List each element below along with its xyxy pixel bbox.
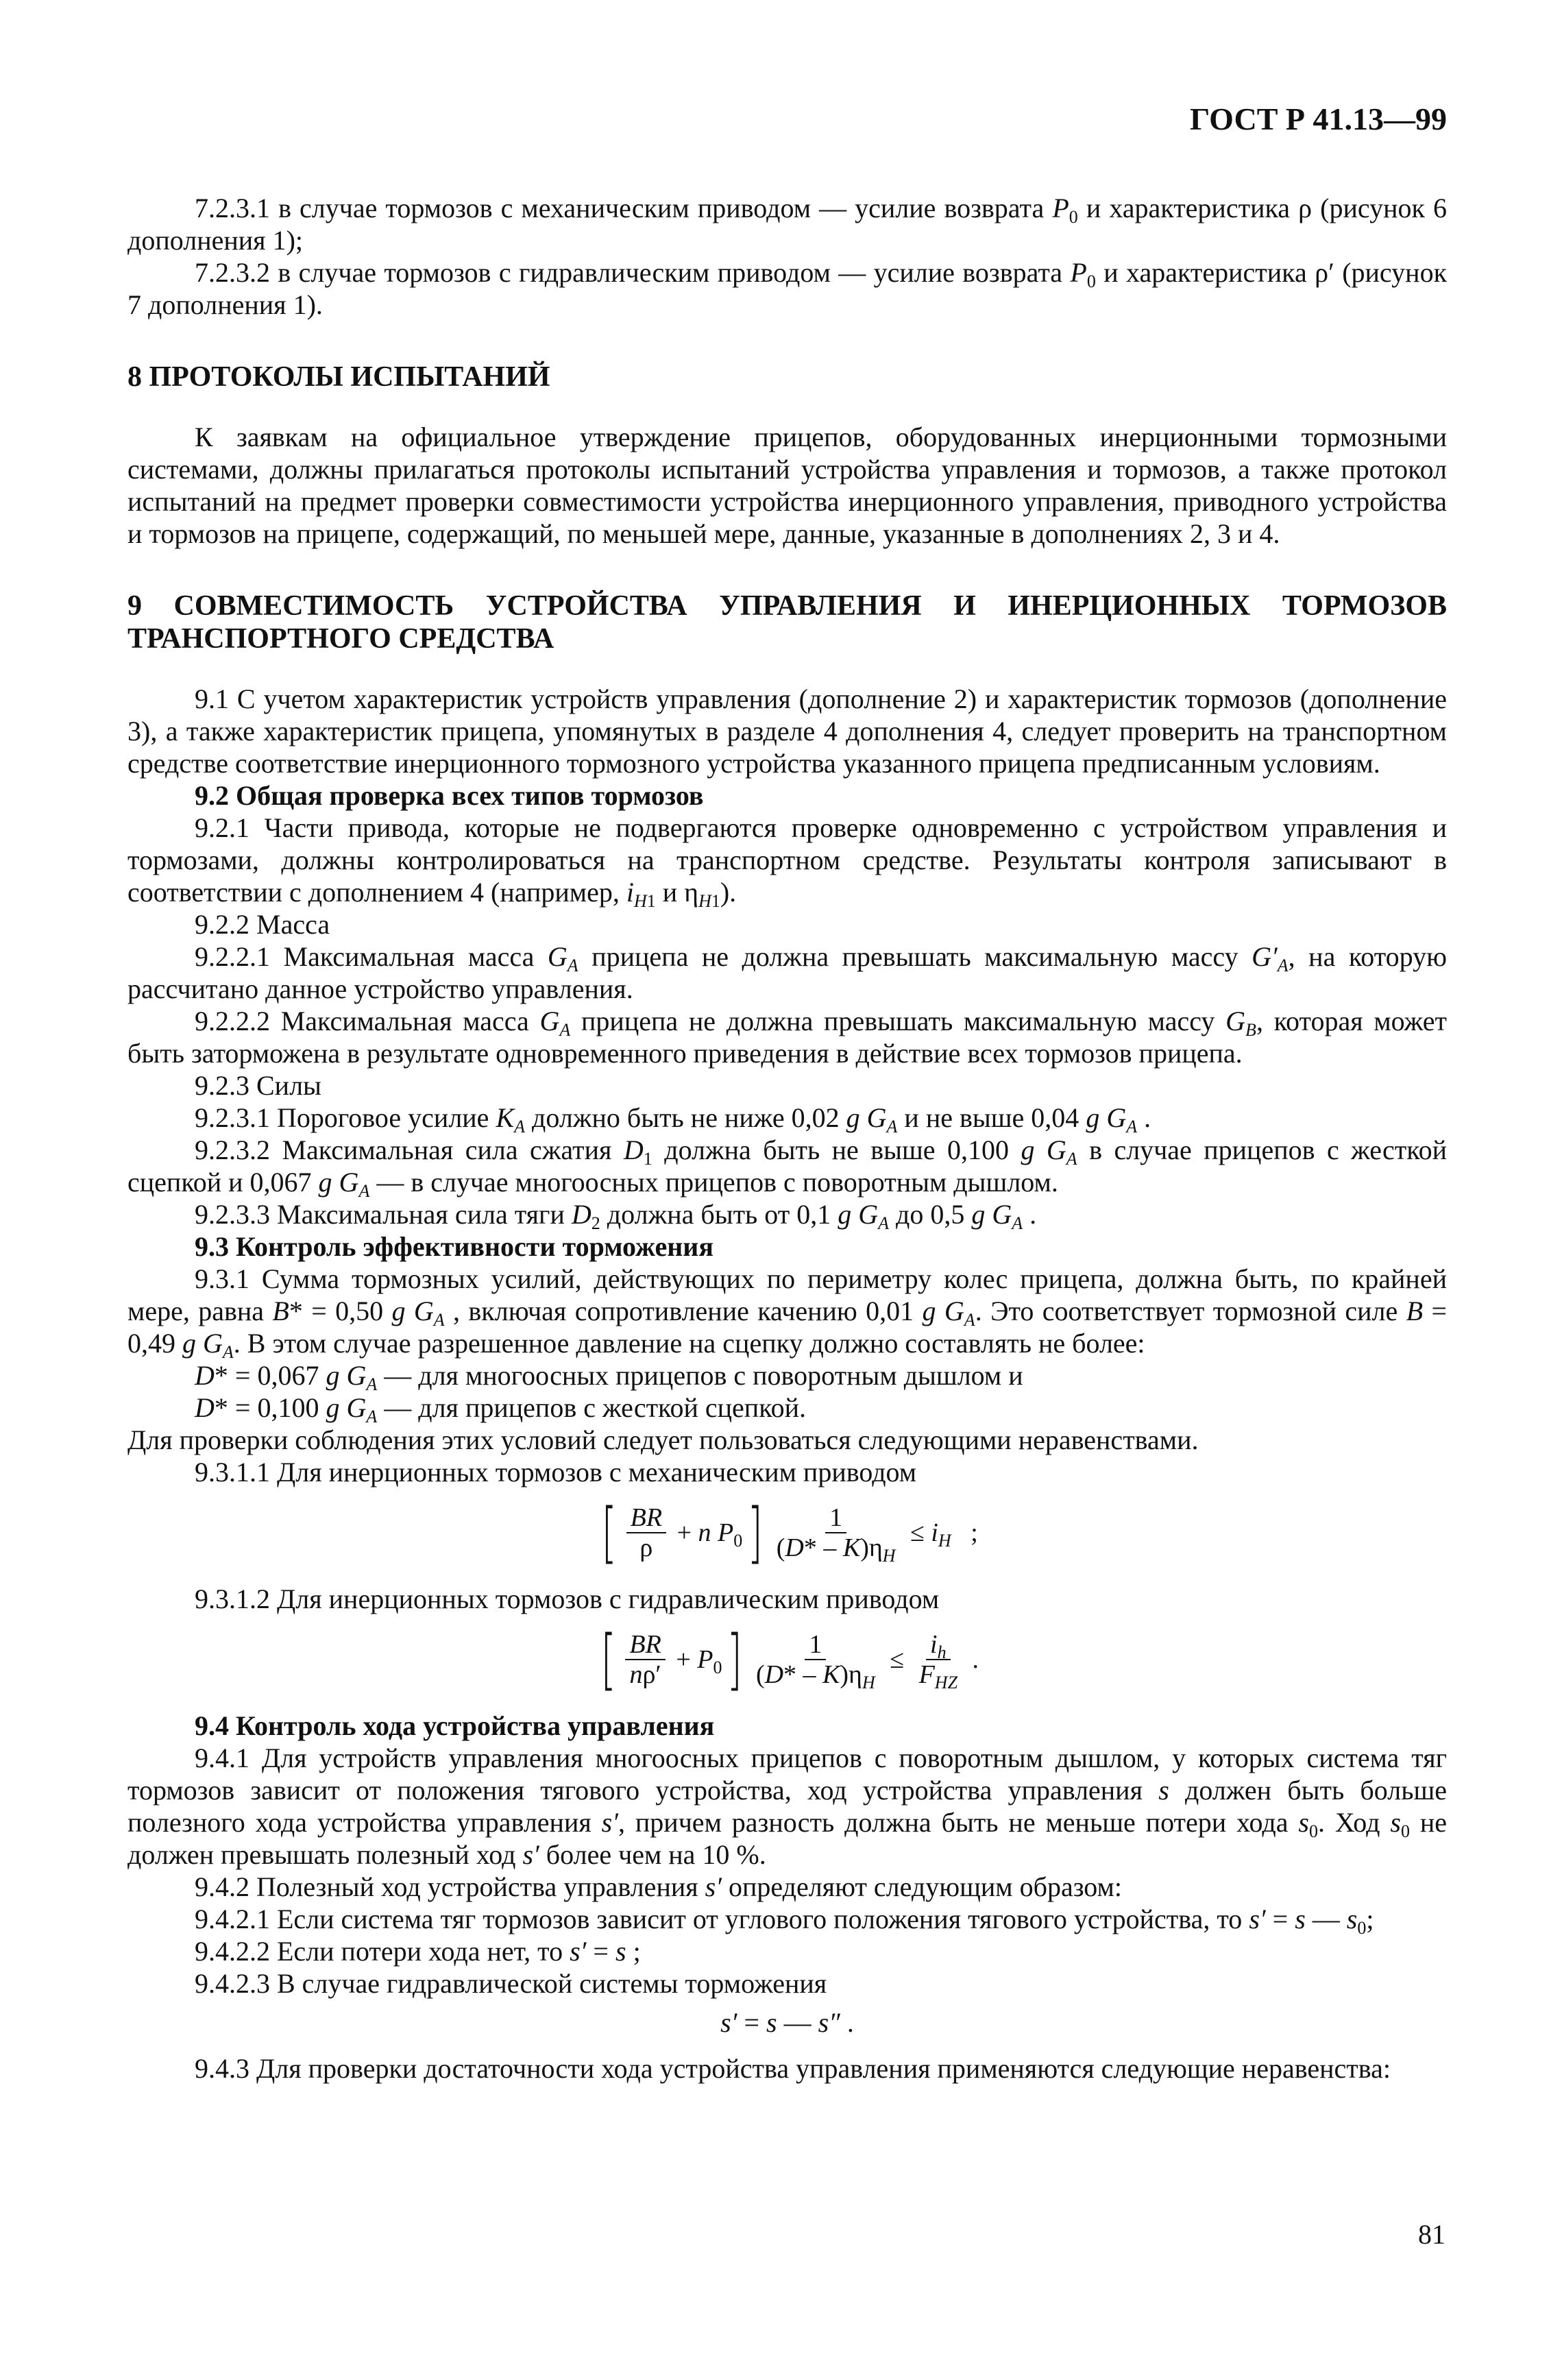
para-9-2-2-2: 9.2.2.2 Максимальная масса $G_A$ прицепа не должна превышать максимальную массу $G_B$, которая может быть заторможена в результате одновременного приведения в действие всех тормозов прицепа. bbox=[127, 1006, 1448, 1069]
para-7-2-3-1: 7.2.3.1 в случае тормозов с механическим приводом — усилие возврата $P_0$ и характеристика ρ (рисунок 6 дополнения 1); bbox=[127, 193, 1448, 256]
para-9-2-1: 9.2.1 Части привода, которые не подвергаются проверке одновременно с устройством управления и тормозами, должны контролироваться на транспортном средстве. Результаты контроля записывают в соответствии с дополнением 4 (например, $i_{H1}$ и $\eta_{H1}$). bbox=[127, 812, 1447, 911]
para-9-4-2-2: 9.4.2.2 Если потери хода нет, то s′ = s ; bbox=[195, 1936, 641, 1967]
subsection-9-4-heading: 9.4 Контроль хода устройства управления bbox=[195, 1710, 715, 1741]
standard-id: ГОСТ Р 41.13—99 bbox=[1190, 101, 1447, 136]
section-8-heading: 8 ПРОТОКОЛЫ ИСПЫТАНИЙ bbox=[127, 361, 550, 393]
para-9-1: 9.1 С учетом характеристик устройств управления (дополнение 2) и характеристик тормозов (дополнение 3), а также характеристик прицепа, упомянутых в разделе 4 дополнения 4, следует проверить на транспортном средстве соответствие инерционного тормозного устройства указанного прицепа предписанным условиям. bbox=[127, 683, 1447, 779]
section-9-heading: 9 СОВМЕСТИМОСТЬ УСТРОЙСТВА УПРАВЛЕНИЯ И ИНЕРЦИОННЫХ ТОРМОЗОВ ТРАНСПОРТНОГО СРЕДСТВА bbox=[127, 590, 1447, 655]
para-9-2-3-2: 9.2.3.2 Максимальная сила сжатия $D_1$ должна быть не выше 0,100 g $G_A$ в случае прицепов с жесткой сцепкой и 0,067 g $G_A$ — в случае многоосных прицепов с поворотным дышлом. bbox=[127, 1134, 1448, 1201]
formula-dstar-2: D* = 0,100 g $G_A$ — для прицепов с жесткой сцепкой. bbox=[195, 1392, 806, 1426]
inequality-mechanical: [ $\frac{BR}{\rho}$ + n $P_0$ ] $\frac{1}{(D* - K)\eta_H}$ ≤ $i_H$ ; bbox=[601, 1494, 978, 1571]
para-9-4-2: 9.4.2 Полезный ход устройства управления s′ определяют следующим образом: bbox=[195, 1871, 1122, 1902]
formula-s-prime: s′ = s — s″ . bbox=[720, 2007, 854, 2038]
para-9-2-3-3: 9.2.3.3 Максимальная сила тяги $D_2$ должна быть от 0,1 g $G_A$ до 0,5 g $G_A$ . bbox=[195, 1199, 1037, 1233]
page-number: 81 bbox=[1418, 2219, 1445, 2250]
para-9-3-1-1: 9.3.1.1 Для инерционных тормозов с механическим приводом bbox=[195, 1457, 917, 1487]
page-body bbox=[127, 192, 1447, 2085]
subsection-9-3-heading: 9.3 Контроль эффективности торможения bbox=[195, 1231, 713, 1262]
para-9-4-2-1: 9.4.2.1 Если система тяг тормозов зависит от углового положения тягового устройства, то s′ = s — $s_0$; bbox=[195, 1904, 1374, 1938]
para-9-2-2: 9.2.2 Масса bbox=[195, 909, 330, 940]
para-9-2-2-1: 9.2.2.1 Максимальная масса $G_A$ прицепа не должна превышать максимальную массу $G'_A$, на которую рассчитано данное устройство управления. bbox=[127, 941, 1448, 1004]
para-9-4-3: 9.4.3 Для проверки достаточности хода устройства управления применяются следующие неравенства: bbox=[195, 2053, 1391, 2084]
para-9-3-1: 9.3.1 Сумма тормозных усилий, действующих по периметру колес прицепа, должна быть, по крайней мере, равна B* = 0,50 g $G_A$ , включая сопротивление качению 0,01 g $G_A$. Это соответствует тормозной силе B = 0,49 g $G_A$. В этом случае разрешенное давление на сцепку должно составлять не более: bbox=[127, 1263, 1447, 1362]
para-9-2-3-1: 9.2.3.1 Пороговое усилие $K_A$ должно быть не ниже 0,02 g $G_A$ и не выше 0,04 g $G_A$ . bbox=[195, 1102, 1151, 1137]
para-9-2-3: 9.2.3 Силы bbox=[195, 1070, 321, 1101]
para-9-4-2-3: 9.4.2.3 В случае гидравлической системы торможения bbox=[195, 1968, 827, 1999]
subsection-9-2-heading: 9.2 Общая проверка всех типов тормозов bbox=[195, 780, 704, 811]
para-9-3-1-2: 9.3.1.2 Для инерционных тормозов с гидравлическим приводом bbox=[195, 1583, 940, 1614]
para-9-3-1-note: Для проверки соблюдения этих условий следует пользоваться следующими неравенствами. bbox=[127, 1424, 1199, 1455]
inequality-hydraulic: [ $\frac{BR}{n\rho'}$ + $P_0$ ] $\frac{1}{(D* - K)\eta_H}$ ≤ $\frac{i_h}{F_{HZ}}$ . bbox=[600, 1621, 979, 1698]
formula-dstar-1: D* = 0,067 g $G_A$ — для многоосных прицепов с поворотным дышлом и bbox=[195, 1360, 1023, 1394]
para-9-4-1: 9.4.1 Для устройств управления многоосных прицепов с поворотным дышлом, у которых система тяг тормозов зависит от положения тягового устройства, ход устройства управления s должен быть больше полезного хода устройства управления s′, причем разность должна быть не меньше потери хода $s_0$. Ход $s_0$ не должен превышать полезный ход s′ более чем на 10 %. bbox=[127, 1742, 1448, 1870]
para-8: К заявкам на официальное утверждение прицепов, оборудованных инерционными тормозными системами, должны прилагаться протоколы испытаний устройства управления и тормозов, а также протокол испытаний на предмет проверки совместимости устройства инерционного управления, приводного устройства и тормозов на прицепе, содержащий, по меньшей мере, данные, указанные в дополнениях 2, 3 и 4. bbox=[127, 422, 1447, 549]
para-7-2-3-2: 7.2.3.2 в случае тормозов с гидравлическим приводом — усилие возврата $P_0$ и характеристика ρ′ (рисунок 7 дополнения 1). bbox=[127, 257, 1448, 320]
